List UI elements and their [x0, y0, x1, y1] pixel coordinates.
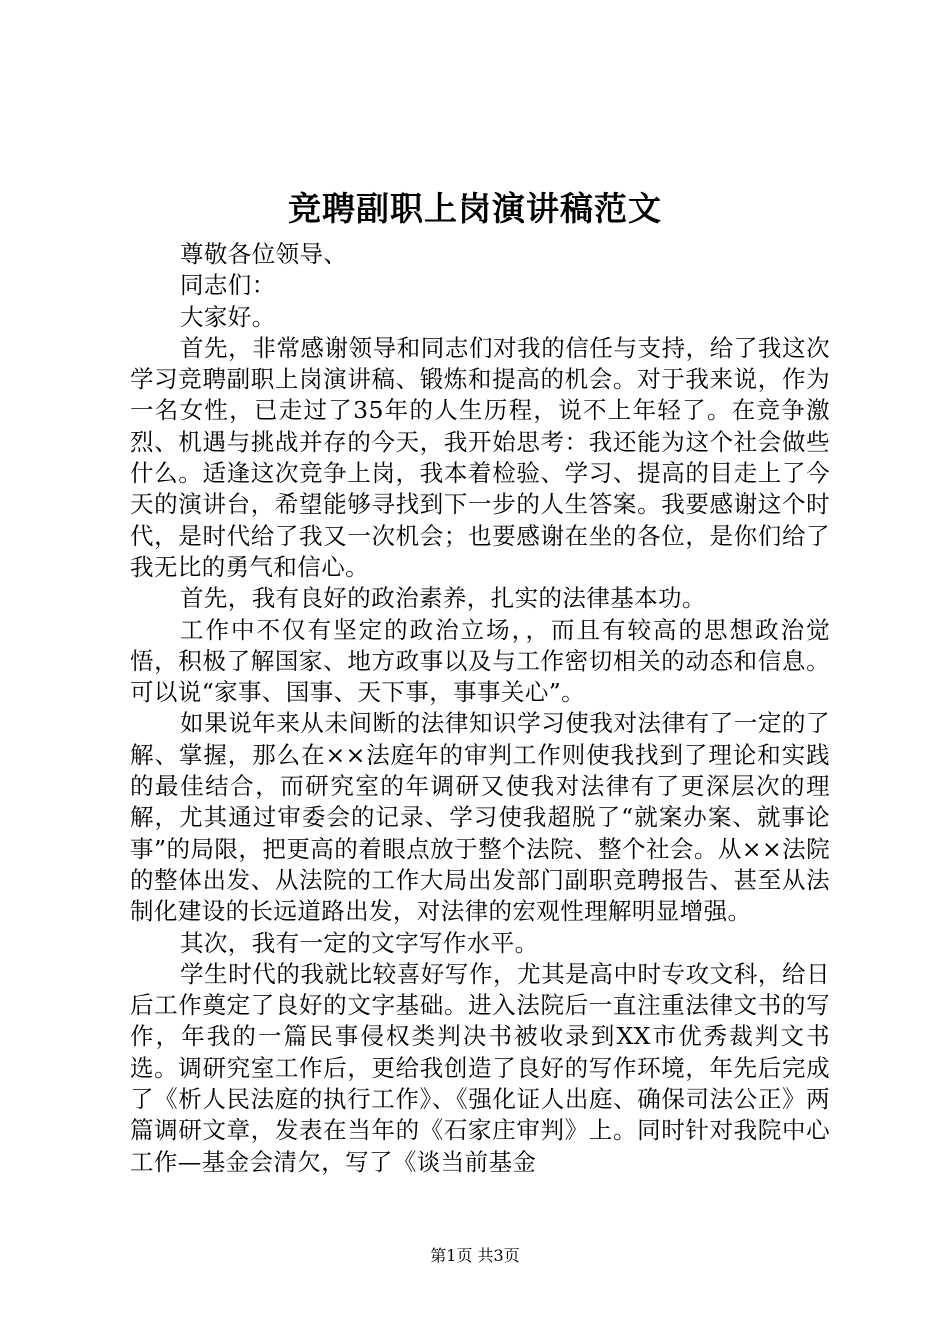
document-body — [130, 239, 830, 1189]
paragraph-intro: 首先，非常感谢领导和同志们对我的信任与支持，给了我这次学习竞聘副职上岗演讲稿、锻炼和提高的机会。对于我来说，作为一名女性，已走过了35年的人生历程，说不上年轻了。在竞争激烈、机遇与挑战并存的今天，我开始思考：我还能为这个社会做些什么。适逢这次竞争上岗，我本着检验、学习、提高的目走上了今天的演讲台，希望能够寻找到下一步的人生答案。我要感谢这个时代，是时代给了我又一次机会；也要感谢在坐的各位，是你们给了我无比的勇气和信心。 — [130, 333, 830, 581]
document-title: 竞聘副职上岗演讲稿范文 — [288, 189, 662, 228]
page-footer: 第1页 共3页 — [430, 1246, 520, 1265]
paragraph-writing: 学生时代的我就比较喜好写作，尤其是高中时专攻文科，给日后工作奠定了良好的文字基础。进入法院后一直注重法律文书的写作，年我的一篇民事侵权类判决书被收录到XX市优秀裁判文书选。调研究室工作后，更给我创造了良好的写作环境，年先后完成了《析人民法庭的执行工作》、《强化证人出庭、确保司法公正》两篇调研文章，发表在当年的《石家庄审判》上。同时针对我院中心工作—基金会清欠，写了《谈当前基金 — [130, 959, 830, 1176]
paragraph-salutation: 尊敬各位领导、 — [180, 240, 348, 268]
paragraph-point-one: 首先，我有良好的政治素养，扎实的法律基本功。 — [180, 584, 706, 613]
paragraph-salutation-2: 同志们： — [180, 271, 276, 300]
paragraph-greeting: 大家好。 — [180, 302, 276, 331]
paragraph-political: 工作中不仅有坚定的政治立场，，而且有较高的思想政治觉悟，积极了解国家、地方政事以及与工作密切相关的动态和信息。可以说“家事、国事、天下事，事事关心”。 — [130, 615, 830, 707]
paragraph-point-two: 其次，我有一定的文字写作水平。 — [180, 928, 539, 957]
paragraph-legal: 如果说年来从未间断的法律知识学习使我对法律有了一定的了解、掌握，那么在××法庭年的审判工作则使我找到了理论和实践的最佳结合，而研究室的年调研又使我对法律有了更深层次的理解，尤其通过审委会的记录、学习使我超脱了“就案办案、就事论事”的局限，把更高的着眼点放于整个法院、整个社会。从××法院的整体出发、从法院的工作大局出发部门副职竞聘报告、甚至从法制化建设的长远道路出发，对法律的宏观性理解明显增强。 — [130, 709, 830, 926]
